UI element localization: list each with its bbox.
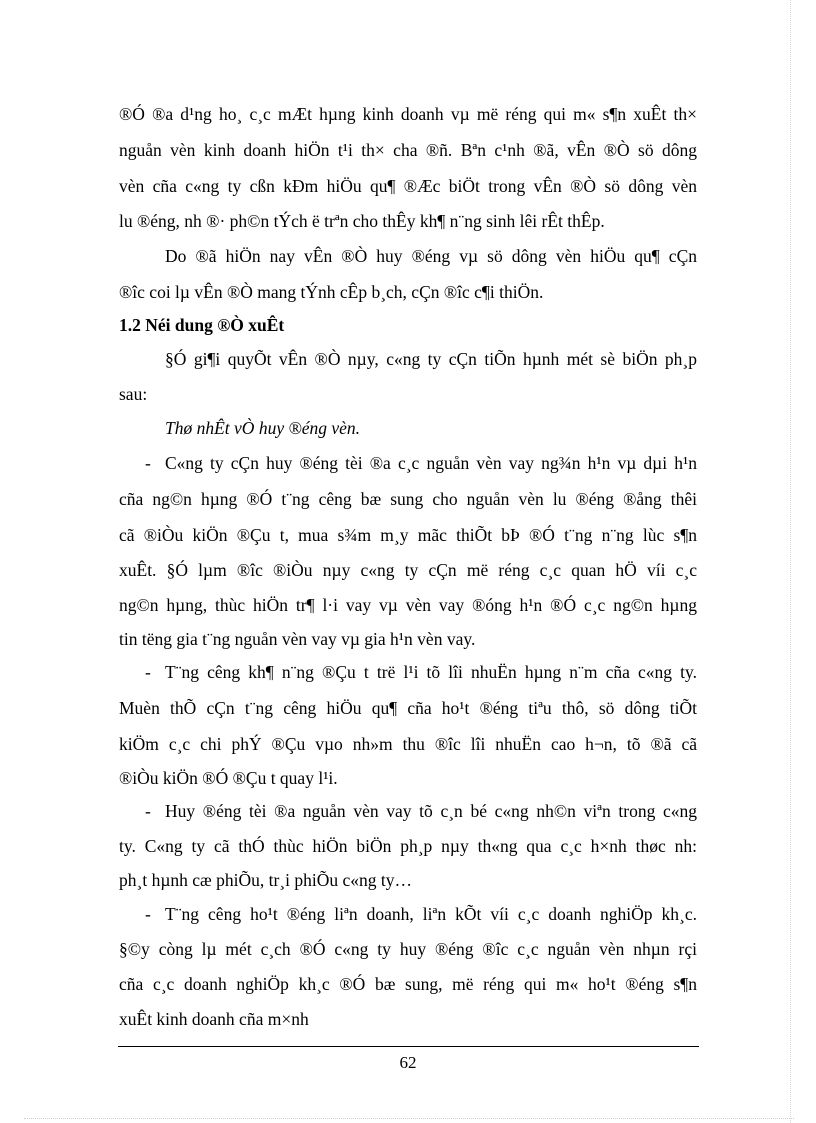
- section-heading: 1.2 Néi dung ®Ò xuÊt: [119, 315, 285, 335]
- bullet-text: T¨ng cêng ho¹t ®éng liªn doanh, liªn kÕt víi c¸c doanh nghiÖp kh¸c.: [165, 904, 697, 924]
- text-line: xuÊt kinh doanh cña m×nh: [119, 1009, 309, 1029]
- text-line: ®Ó ®a d¹ng ho¸ c¸c mÆt hµng kinh doanh vµ më réng qui m« s¶n xuÊt th×: [119, 104, 697, 124]
- dash-marker: -: [145, 801, 151, 821]
- text-line: ph¸t hµnh cæ phiÕu, tr¸i phiÕu c«ng ty…: [119, 870, 412, 890]
- text-line: lu ®éng, nh ®· ph©n tÝch ë trªn cho thÊy kh¶ n¨ng sinh lêi rÊt thÊp.: [119, 211, 605, 231]
- text-line: ®îc coi lµ vÊn ®Ò mang tÝnh cÊp b¸ch, cÇn ®îc c¶i thiÖn.: [119, 282, 544, 302]
- text-line: vèn cña c«ng ty cßn kÐm hiÖu qu¶ ®Æc biÖt trong vÊn ®Ò sö dông vèn: [119, 176, 697, 196]
- page-edge-dotted-right: [790, 0, 791, 1123]
- page-edge-dotted-bottom: [24, 1118, 794, 1119]
- text-line: §Ó gi¶i quyÕt vÊn ®Ò nµy, c«ng ty cÇn tiÕn hµnh mét sè biÖn ph¸p: [165, 349, 697, 369]
- text-line: xuÊt. §Ó lµm ®îc ®iÒu nµy c«ng ty cÇn më réng c¸c quan hÖ víi c¸c: [119, 560, 697, 580]
- footer-rule: [118, 1046, 699, 1047]
- text-line: ty. C«ng ty cã thÓ thùc hiÖn biÖn ph¸p nµy th«ng qua c¸c h×nh thøc nh:: [119, 836, 697, 856]
- text-line: Muèn thÕ cÇn t¨ng cêng hiÖu qu¶ cña ho¹t ®éng tiªu thô, sö dông tiÕt: [119, 698, 697, 718]
- bullet-text: T¨ng cêng kh¶ n¨ng ®Çu t trë l¹i tõ lîi nhuËn hµng n¨m cña c«ng ty.: [165, 662, 697, 682]
- text-line: sau:: [119, 384, 148, 404]
- bullet-line: [145, 800, 697, 822]
- page-number: 62: [399, 1053, 417, 1072]
- bullet-text: Huy ®éng tèi ®a nguån vèn vay tõ c¸n bé c«ng nh©n viªn trong c«ng: [165, 801, 697, 821]
- dash-marker: -: [145, 662, 151, 682]
- text-line: Do ®ã hiÖn nay vÊn ®Ò huy ®éng vµ sö dông vèn hiÖu qu¶ cÇn: [165, 246, 697, 266]
- text-line: ng©n hµng, thùc hiÖn tr¶ l·i vay vµ vèn vay ®óng h¹n ®Ó c¸c ng©n hµng: [119, 595, 697, 615]
- dash-marker: -: [145, 904, 151, 924]
- text-line: nguån vèn kinh doanh hiÖn t¹i th× cha ®ñ. Bªn c¹nh ®ã, vÊn ®Ò sö dông: [119, 140, 697, 160]
- text-line: tin tëng gia t¨ng nguån vèn vay vµ gia h¹n vèn vay.: [119, 629, 476, 649]
- bullet-line: [145, 661, 697, 683]
- bullet-line: [145, 903, 697, 925]
- dash-marker: -: [145, 453, 151, 473]
- text-line: cã ®iÒu kiÖn ®Çu t, mua s¾m m¸y mãc thiÕt bÞ ®Ó t¨ng n¨ng lùc s¶n: [119, 525, 697, 545]
- bullet-line: [145, 452, 697, 474]
- bullet-text: C«ng ty cÇn huy ®éng tèi ®a c¸c nguån vèn vay ng¾n h¹n vµ dµi h¹n: [165, 453, 697, 473]
- text-line: §©y còng lµ mét c¸ch ®Ó c«ng ty huy ®éng ®îc c¸c nguån vèn nhµn rçi: [119, 939, 697, 959]
- text-line: cña c¸c doanh nghiÖp kh¸c ®Ó bæ sung, më réng qui m« ho¹t ®éng s¶n: [119, 974, 697, 994]
- text-line: kiÖm c¸c chi phÝ ®Çu vµo nh»m thu ®îc lîi nhuËn cao h¬n, tõ ®ã cã: [119, 734, 697, 754]
- text-line: cña ng©n hµng ®Ó t¨ng cêng bæ sung cho nguån vèn lu ®éng ®ång thêi: [119, 489, 697, 509]
- text-line: ®iÒu kiÖn ®Ó ®Çu t quay l¹i.: [119, 768, 338, 788]
- italic-subheading: Thø nhÊt vÒ huy ®éng vèn.: [165, 418, 361, 438]
